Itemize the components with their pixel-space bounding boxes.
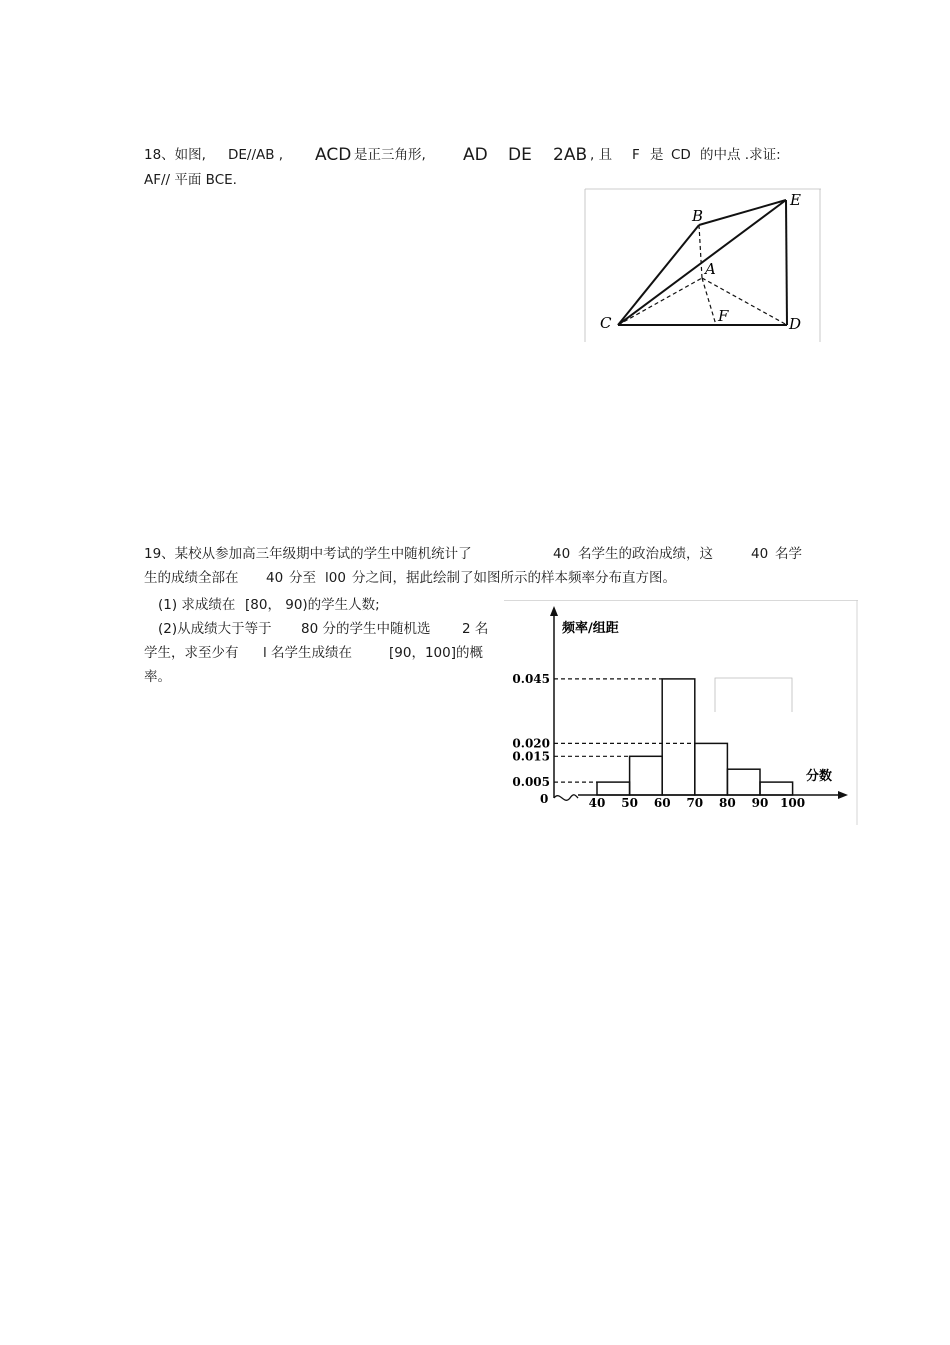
label-d: D <box>789 315 802 333</box>
q18-goal: AF// 平面 BCE. <box>144 172 237 188</box>
histogram-bar <box>727 769 760 795</box>
y-tick-label: 0.020 <box>512 736 550 751</box>
q19-sub2-a: (2)从成绩大于等于 <box>158 621 272 637</box>
q19-line1-num: 40 <box>553 546 571 562</box>
label-e: E <box>790 191 801 209</box>
x-tick-label: 80 <box>719 796 736 810</box>
x-tick-label: 60 <box>653 796 671 810</box>
histogram-bar <box>695 743 728 795</box>
x-axis-label: 分数 <box>806 769 833 784</box>
label-c: C <box>600 314 612 332</box>
histogram-bar <box>662 679 695 795</box>
y-tick-label: 0.045 <box>512 671 550 686</box>
q19-sub3-c: [90，100]的概 <box>389 645 483 661</box>
x-tick-label: 70 <box>686 796 704 810</box>
q19-line1-num2: 40 <box>751 546 769 562</box>
q18-geometry-figure <box>584 188 822 343</box>
x-tick-label: 40 <box>588 796 606 810</box>
x-tick-label: 100 <box>780 796 806 810</box>
q18-condition-de-ab: DE//AB , <box>228 147 284 163</box>
label-f: F <box>718 307 729 325</box>
label-a: A <box>705 260 716 278</box>
q19-sub3-b: l 名学生成绩在 <box>263 645 353 661</box>
q18-de: DE <box>508 145 532 165</box>
q19-line1-c: 名学生的政治成绩，这 <box>578 546 713 562</box>
q18-cd: CD <box>671 147 691 163</box>
origin-label: 0 <box>540 792 549 806</box>
y-tick-label: 0.005 <box>512 775 550 790</box>
q18-f: F <box>632 147 640 163</box>
q19-sub4: 率。 <box>144 669 171 685</box>
frequency-histogram <box>504 600 858 825</box>
q19-sub2-b: 80 分的学生中随机选 <box>301 621 431 637</box>
q18-ad: AD <box>463 145 488 165</box>
label-b: B <box>692 207 704 225</box>
q19-sub1-a: (1) 求成绩在 <box>158 597 236 613</box>
q19-line2-num: 40 <box>266 570 284 586</box>
q19-sub2-c: 2 名 <box>462 621 489 637</box>
q18-number: 18、如图, <box>144 147 206 163</box>
q19-line2-num2: l00 <box>325 570 346 586</box>
q19-line2-c: 分至 <box>289 570 316 586</box>
q19-sub1-b: [80， 90)的学生人数; <box>245 597 380 613</box>
y-tick-label: 0.015 <box>512 749 550 764</box>
q19-line2-e: 分之间，据此绘制了如图所示的样本频率分布直方图。 <box>352 570 676 586</box>
q19-line1-a: 19、某校从参加高三年级期中考试的学生中随机统计了 <box>144 546 472 562</box>
q19-line2-a: 生的成绩全部在 <box>144 570 239 586</box>
q18-and: , 且 <box>590 147 613 163</box>
histogram-bar <box>630 756 663 795</box>
q18-2ab: 2AB <box>553 145 588 165</box>
q18-equilateral: 是正三角形, <box>354 147 426 163</box>
histogram-bar <box>597 782 630 795</box>
x-tick-label: 50 <box>621 796 638 810</box>
q18-is: 是 <box>650 147 664 163</box>
histogram-bar <box>760 782 793 795</box>
q19-line1-e: 名学 <box>775 546 802 562</box>
q18-midpoint-prove: 的中点 .求证: <box>700 147 781 163</box>
q18-acd: ACD <box>315 145 352 165</box>
x-tick-label: 90 <box>751 796 769 810</box>
y-axis-label: 频率/组距 <box>562 621 619 636</box>
q19-sub3-a: 学生，求至少有 <box>144 645 239 661</box>
